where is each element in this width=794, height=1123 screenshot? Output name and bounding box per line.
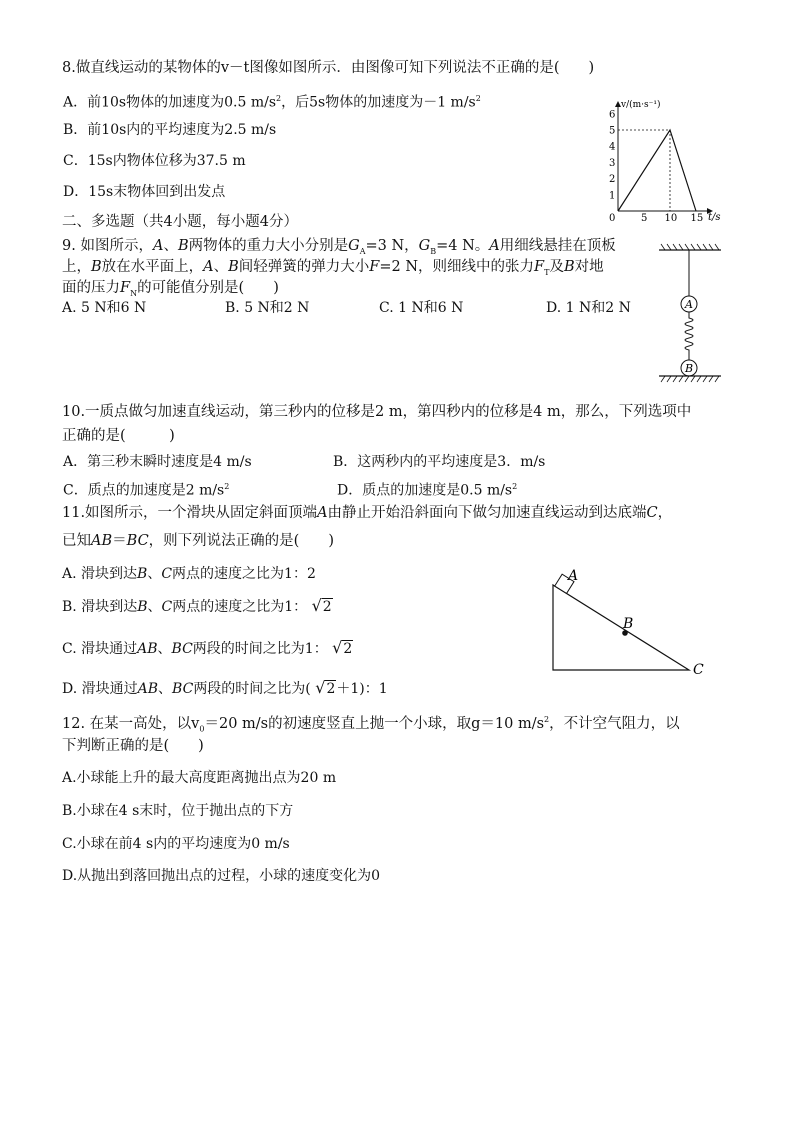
q8-option-c: C．15s内物体位移为37.5 m [63, 153, 246, 169]
q8-option-a: A．前10s物体的加速度为0.5 $m/s^2$，后5s物体的加速度为－1 $m/s^2$ [63, 94, 481, 111]
q9-spring-figure [655, 240, 725, 385]
q12-stem-line2: 下判断正确的是( ) [62, 738, 204, 754]
q9-option-c: C. 1 N和6 N [379, 300, 464, 316]
q10-option-c: C．质点的加速度是2 $m/s^2$ [63, 482, 230, 499]
q11-option-b: B. 滑块到达B、C两点的速度之比为1： √2 [62, 596, 332, 615]
graph-x-label: t/s [708, 212, 721, 221]
q8-vt-graph [600, 96, 730, 221]
y-tick-label: 1 [609, 190, 616, 202]
q9-stem-line3: 面的压力$F_N$的可能值分别是( ) [62, 280, 279, 298]
q10-stem-line1: 10.一质点做匀加速直线运动，第三秒内的位移是2 m，第四秒内的位移是4 m，那么，下列选项中 [62, 404, 692, 420]
x-tick-label: 0 [609, 213, 616, 221]
ball-b-label: B [684, 362, 694, 375]
y-tick-label: 2 [609, 174, 616, 186]
q12-stem-line1: 12. 在某一高处，以$v_0=20$ m/s的初速度竖直上抛一个小球，取g＝10 $m/s^2$，不计空气阻力，以 [62, 715, 680, 734]
q8-option-d: D．15s末物体回到出发点 [63, 184, 226, 200]
q11-stem-line1: 11.如图所示，一个滑块从固定斜面顶端A由静止开始沿斜面向下做匀加速直线运动到达底端C， [62, 505, 673, 521]
q9-option-b: B. 5 N和2 N [225, 300, 310, 316]
x-tick-label: 5 [641, 213, 648, 221]
spring [685, 312, 693, 360]
q10-option-a: A．第三秒末瞬时速度是4 m/s [63, 454, 252, 470]
q10-stem-line2: 正确的是( ) [62, 428, 175, 444]
x-tick-label: 10 [664, 213, 678, 221]
graph-series-line [618, 130, 696, 211]
q11-option-a: A. 滑块到达B、C两点的速度之比为1：2 [62, 566, 316, 582]
q12-option-b: B.小球在4 s末时，位于抛出点的下方 [62, 803, 294, 819]
graph-y-label: v/(m·s⁻¹) [621, 100, 661, 110]
label-a: A [568, 568, 579, 584]
q11-incline-figure [545, 560, 715, 680]
x-tick-label: 15 [690, 213, 704, 221]
q9-stem-line1: 9. 如图所示，A、B两物体的重力大小分别是$G_A=3$ N，$G_B=4$ N。A用细线悬挂在顶板 [62, 238, 616, 256]
q11-stem-line2: 已知AB＝BC，则下列说法正确的是( ) [62, 533, 334, 549]
q10-option-d: D．质点的加速度是0.5 $m/s^2$ [337, 482, 518, 499]
y-tick-label: 4 [609, 141, 616, 153]
q12-option-d: D.从抛出到落回抛出点的过程，小球的速度变化为0 [62, 868, 381, 884]
section-title: 二、多选题（共4小题，每小题4分） [62, 214, 298, 230]
label-c: C [693, 662, 704, 678]
q8-stem: 8.做直线运动的某物体的v－t图像如图所示．由图像可知下列说法不正确的是( ) [62, 60, 595, 76]
q8-option-b: B．前10s内的平均速度为2.5 m/s [63, 122, 277, 138]
q10-option-b: B．这两秒内的平均速度是3．m/s [333, 454, 546, 470]
q11-option-c: C. 滑块通过AB、BC两段的时间之比为1： √2 [62, 638, 353, 657]
q12-option-a: A.小球能上升的最大高度距离抛出点为20 m [62, 770, 337, 786]
y-tick-label: 6 [609, 109, 616, 121]
y-tick-label: 5 [609, 125, 616, 137]
incline-triangle [553, 585, 689, 670]
label-b: B [623, 616, 634, 632]
q12-option-c: C.小球在前4 s内的平均速度为0 m/s [62, 836, 290, 852]
q9-option-d: D. 1 N和2 N [546, 300, 631, 316]
y-tick-label: 3 [609, 157, 616, 169]
q9-option-a: A. 5 N和6 N [62, 300, 147, 316]
q11-option-d: D. 滑块通过AB、BC两段的时间之比为( √2＋1)：1 [62, 678, 388, 697]
ball-a-label: A [685, 298, 693, 311]
q9-stem-line2: 上，B放在水平面上，A、B间轻弹簧的弹力大小F=2 N，则细线中的张力$F_T$及B对地 [62, 259, 604, 277]
